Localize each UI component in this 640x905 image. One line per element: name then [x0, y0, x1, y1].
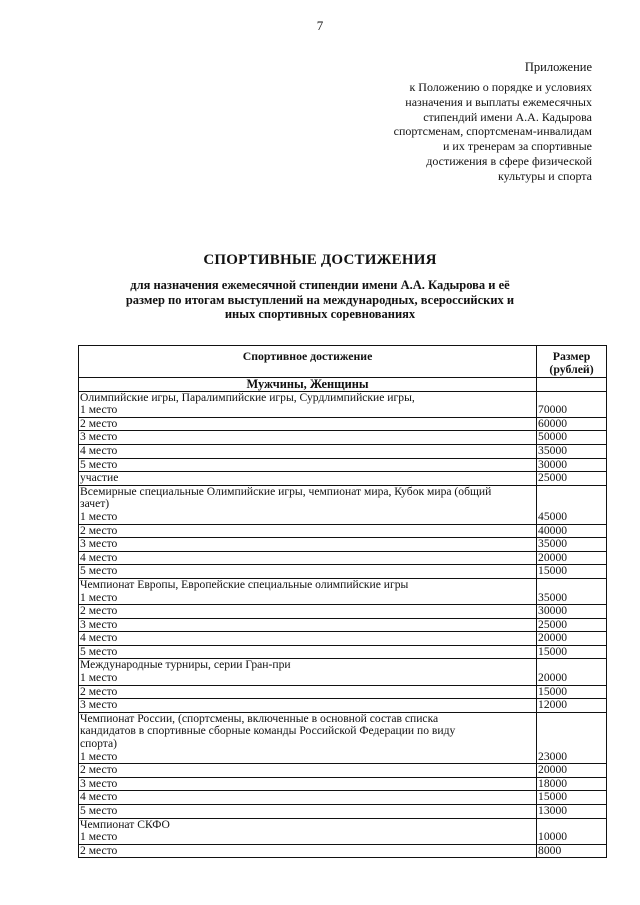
amount-value: 23000	[535, 751, 606, 765]
table-section	[79, 485, 607, 578]
place-label: 1 место	[79, 511, 536, 525]
subtitle-line: размер по итогам выступлений на международных, всероссийских и	[125, 292, 515, 307]
section-title: спорта)	[80, 737, 118, 751]
amount-value: 10000	[535, 831, 606, 845]
header-amount-line: Размер	[552, 349, 591, 363]
amount-value: 20000	[535, 632, 606, 646]
gender-amount-cell	[537, 378, 607, 392]
table-section	[79, 659, 607, 712]
place-label: 1 место	[79, 672, 536, 686]
section-title: Олимпийские игры, Паралимпийские игры, Сурдлимпийские игры,	[80, 390, 415, 404]
page-number: 7	[316, 18, 324, 33]
amount-value: 50000	[535, 431, 606, 445]
place-label: 1 место	[79, 404, 536, 418]
place-label: 4 место	[79, 552, 536, 566]
amount-cell	[537, 712, 607, 818]
amount-value: 12000	[538, 698, 568, 712]
amount-spacer	[538, 713, 605, 726]
place-label: 3 место	[80, 698, 118, 712]
subtitle-line: для назначения ежемесячной стипендии имени А.А. Кадырова и её	[130, 278, 510, 292]
section-title: кандидатов в спортивные сборные команды Российской Федерации по виду	[80, 724, 456, 738]
place-label: 3 место	[79, 431, 536, 445]
amount-value: 8000	[538, 843, 562, 857]
appendix-line: достижения в сфере физической	[426, 153, 592, 168]
place-label: 2 место	[79, 764, 536, 778]
table-section	[79, 391, 607, 485]
gender-header: Мужчины, Женщины	[79, 378, 537, 392]
appendix-line: назначения и выплаты ежемесячных	[405, 94, 592, 109]
section-title: зачет)	[80, 497, 110, 511]
amount-value: 20000	[535, 552, 606, 566]
place-label: 3 место	[79, 538, 536, 552]
achievement-cell	[79, 391, 537, 485]
gender-row	[79, 378, 607, 392]
place-label: 1 место	[79, 831, 536, 845]
header-amount-line: (рублей)	[549, 362, 594, 376]
place-label: 5 место	[80, 564, 118, 578]
amount-value: 60000	[535, 418, 606, 432]
amount-value: 20000	[535, 672, 606, 686]
amount-value: 15000	[538, 564, 568, 578]
amount-value: 25000	[535, 619, 606, 633]
document-title: СПОРТИВНЫЕ ДОСТИЖЕНИЯ	[203, 252, 437, 268]
achievements-table	[78, 345, 607, 858]
amount-value: 35000	[535, 592, 606, 606]
header-amount	[537, 346, 607, 378]
amount-spacer	[538, 486, 605, 499]
table-header-row	[79, 346, 607, 378]
section-title: Международные турниры, серии Гран-при	[80, 658, 291, 672]
document-subtitle	[0, 278, 640, 322]
amount-value: 15000	[538, 644, 568, 658]
appendix-caption	[332, 80, 592, 184]
amount-spacer	[538, 738, 605, 751]
appendix-line: и их тренерам за спортивные	[442, 139, 592, 154]
place-label: 5 место	[80, 644, 118, 658]
place-label: 2 место	[79, 605, 536, 619]
place-label: 5 место	[80, 804, 118, 817]
amount-spacer	[538, 579, 605, 592]
table-section	[79, 578, 607, 659]
amount-value: 13000	[538, 804, 568, 817]
amount-value: 15000	[535, 791, 606, 805]
amount-spacer	[538, 725, 605, 738]
place-label: 3 место	[79, 778, 536, 792]
appendix-line: стипендий имени А.А. Кадырова	[423, 109, 592, 124]
section-title: Всемирные специальные Олимпийские игры, чемпионат мира, Кубок мира (общий	[80, 484, 492, 498]
achievement-cell	[79, 712, 537, 818]
amount-cell	[537, 391, 607, 485]
place-label: 3 место	[79, 619, 536, 633]
achievement-cell	[79, 485, 537, 578]
place-label: 2 место	[79, 686, 536, 700]
amount-value: 25000	[538, 471, 568, 485]
amount-cell	[537, 659, 607, 712]
amount-value: 18000	[535, 778, 606, 792]
amount-value: 20000	[535, 764, 606, 778]
place-label: 5 место	[79, 459, 536, 473]
place-label: 1 место	[79, 592, 536, 606]
section-title: Чемпионат СКФО	[80, 817, 170, 831]
place-label: 2 место	[80, 843, 118, 857]
amount-value: 70000	[535, 404, 606, 418]
amount-cell	[537, 818, 607, 858]
place-label: 4 место	[79, 445, 536, 459]
appendix-line: культуры и спорта	[497, 168, 592, 183]
appendix-line: спортсменам, спортсменам-инвалидам	[393, 124, 592, 139]
amount-value: 30000	[535, 459, 606, 473]
achievement-cell	[79, 659, 537, 712]
place-label: 4 место	[79, 632, 536, 646]
amount-value: 45000	[535, 511, 606, 525]
place-label: 4 место	[79, 791, 536, 805]
appendix-title: Приложение	[524, 60, 592, 74]
place-label: 1 место	[79, 751, 536, 765]
section-title: Чемпионат Европы, Европейские специальные олимпийские игры	[80, 577, 409, 591]
table-section	[79, 818, 607, 858]
amount-cell	[537, 485, 607, 578]
place-label: 2 место	[79, 418, 536, 432]
place-label: участие	[80, 471, 119, 485]
header-achievement: Спортивное достижение	[79, 346, 537, 378]
amount-value: 30000	[535, 605, 606, 619]
section-title: Чемпионат России, (спортсмены, включенные в основной состав списка	[80, 711, 439, 725]
amount-value: 35000	[535, 445, 606, 459]
appendix-line: к Положению о порядке и условиях	[409, 80, 592, 94]
achievement-cell	[79, 578, 537, 659]
place-label: 2 место	[79, 525, 536, 539]
amount-value: 40000	[535, 525, 606, 539]
amount-cell	[537, 578, 607, 659]
achievement-cell	[79, 818, 537, 858]
amount-value: 35000	[535, 538, 606, 552]
subtitle-line: иных спортивных соревнованиях	[224, 307, 416, 321]
amount-value: 15000	[535, 686, 606, 700]
table-section	[79, 712, 607, 818]
